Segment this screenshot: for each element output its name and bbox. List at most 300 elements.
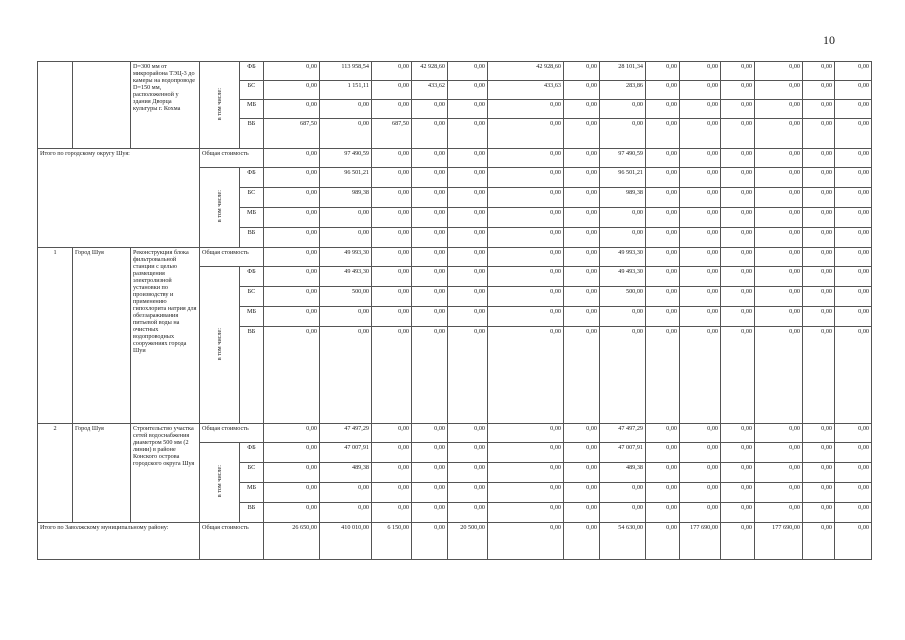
including-label: в том числе: xyxy=(200,62,240,149)
value-cell: 0,00 xyxy=(755,119,803,149)
page-number: 10 xyxy=(823,33,835,47)
total-cost-label: Общая стоимость xyxy=(200,149,264,168)
value-cell: 0,00 xyxy=(646,81,680,100)
value-cell: 0,00 xyxy=(264,208,320,228)
item-place: Город Шуя xyxy=(73,248,131,424)
value-cell: 0,00 xyxy=(755,287,803,307)
value-cell: 500,00 xyxy=(600,287,646,307)
value-cell: 500,00 xyxy=(320,287,372,307)
value-cell: 0,00 xyxy=(803,503,835,523)
value-cell: 0,00 xyxy=(412,443,448,463)
value-cell: 0,00 xyxy=(564,149,600,168)
value-cell: 0,00 xyxy=(803,100,835,119)
value-cell: 0,00 xyxy=(835,208,872,228)
value-cell: 0,00 xyxy=(564,287,600,307)
value-cell: 0,00 xyxy=(835,463,872,483)
value-cell: 0,00 xyxy=(803,463,835,483)
value-cell: 0,00 xyxy=(646,100,680,119)
value-cell: 0,00 xyxy=(320,327,372,424)
source-label: БС xyxy=(240,81,264,100)
value-cell: 0,00 xyxy=(755,503,803,523)
source-label: ВБ xyxy=(240,119,264,149)
value-cell: 989,38 xyxy=(320,188,372,208)
value-cell: 0,00 xyxy=(448,228,488,248)
value-cell: 0,00 xyxy=(488,443,564,463)
source-label: ФБ xyxy=(240,443,264,463)
value-cell: 0,00 xyxy=(372,149,412,168)
value-cell: 0,00 xyxy=(721,248,755,267)
value-cell: 0,00 xyxy=(803,307,835,327)
value-cell: 0,00 xyxy=(564,168,600,188)
value-cell: 0,00 xyxy=(372,248,412,267)
value-cell: 0,00 xyxy=(320,503,372,523)
value-cell: 489,38 xyxy=(320,463,372,483)
value-cell: 0,00 xyxy=(448,327,488,424)
value-cell: 0,00 xyxy=(755,267,803,287)
source-label: БС xyxy=(240,188,264,208)
value-cell: 0,00 xyxy=(448,287,488,307)
value-cell: 0,00 xyxy=(721,463,755,483)
value-cell: 0,00 xyxy=(564,307,600,327)
value-cell: 0,00 xyxy=(564,100,600,119)
source-label: ВБ xyxy=(240,228,264,248)
value-cell: 0,00 xyxy=(448,168,488,188)
value-cell: 0,00 xyxy=(646,463,680,483)
value-cell: 0,00 xyxy=(721,81,755,100)
value-cell: 0,00 xyxy=(448,463,488,483)
value-cell: 0,00 xyxy=(372,503,412,523)
value-cell: 0,00 xyxy=(755,188,803,208)
value-cell: 0,00 xyxy=(412,424,448,443)
value-cell: 0,00 xyxy=(680,100,721,119)
value-cell: 0,00 xyxy=(264,228,320,248)
value-cell: 0,00 xyxy=(803,188,835,208)
value-cell: 0,00 xyxy=(372,424,412,443)
including-label: в том числе: xyxy=(200,267,240,424)
value-cell: 0,00 xyxy=(372,168,412,188)
value-cell: 0,00 xyxy=(412,327,448,424)
value-cell: 177 690,00 xyxy=(755,523,803,560)
value-cell: 0,00 xyxy=(488,287,564,307)
value-cell: 0,00 xyxy=(412,149,448,168)
value-cell: 0,00 xyxy=(600,327,646,424)
source-label: БС xyxy=(240,463,264,483)
value-cell: 0,00 xyxy=(264,327,320,424)
value-cell: 0,00 xyxy=(372,483,412,503)
value-cell: 489,38 xyxy=(600,463,646,483)
value-cell: 0,00 xyxy=(320,307,372,327)
value-cell: 433,63 xyxy=(488,81,564,100)
value-cell: 0,00 xyxy=(803,119,835,149)
value-cell: 0,00 xyxy=(564,62,600,81)
value-cell: 0,00 xyxy=(600,307,646,327)
item-number: 1 xyxy=(38,248,73,424)
value-cell: 0,00 xyxy=(646,287,680,307)
value-cell: 0,00 xyxy=(600,483,646,503)
value-cell: 0,00 xyxy=(488,267,564,287)
value-cell: 0,00 xyxy=(564,119,600,149)
value-cell: 0,00 xyxy=(448,424,488,443)
value-cell: 0,00 xyxy=(646,307,680,327)
value-cell: 0,00 xyxy=(564,188,600,208)
value-cell: 0,00 xyxy=(646,523,680,560)
value-cell: 0,00 xyxy=(835,149,872,168)
value-cell: 0,00 xyxy=(680,483,721,503)
value-cell: 0,00 xyxy=(680,81,721,100)
value-cell: 0,00 xyxy=(448,443,488,463)
value-cell: 0,00 xyxy=(680,168,721,188)
value-cell: 0,00 xyxy=(835,168,872,188)
value-cell: 0,00 xyxy=(448,208,488,228)
value-cell: 0,00 xyxy=(488,307,564,327)
value-cell: 0,00 xyxy=(448,503,488,523)
value-cell: 96 501,21 xyxy=(600,168,646,188)
including-label: в том числе: xyxy=(200,168,240,248)
value-cell: 0,00 xyxy=(803,523,835,560)
value-cell: 0,00 xyxy=(264,149,320,168)
value-cell: 0,00 xyxy=(488,327,564,424)
value-cell: 0,00 xyxy=(646,483,680,503)
value-cell: 0,00 xyxy=(755,81,803,100)
value-cell: 0,00 xyxy=(835,503,872,523)
value-cell: 0,00 xyxy=(680,267,721,287)
value-cell: 0,00 xyxy=(646,503,680,523)
value-cell: 0,00 xyxy=(721,327,755,424)
value-cell: 0,00 xyxy=(564,267,600,287)
value-cell: 47 497,29 xyxy=(320,424,372,443)
value-cell: 0,00 xyxy=(755,228,803,248)
value-cell: 0,00 xyxy=(564,81,600,100)
value-cell: 0,00 xyxy=(412,287,448,307)
subtotal-title: Итого по Заволжскому муниципальному району: xyxy=(38,523,200,560)
value-cell: 0,00 xyxy=(600,503,646,523)
value-cell: 410 010,00 xyxy=(320,523,372,560)
value-cell: 0,00 xyxy=(488,188,564,208)
value-cell: 0,00 xyxy=(680,503,721,523)
value-cell: 0,00 xyxy=(721,483,755,503)
value-cell: 28 101,34 xyxy=(600,62,646,81)
value-cell: 0,00 xyxy=(412,463,448,483)
value-cell: 0,00 xyxy=(721,119,755,149)
value-cell: 0,00 xyxy=(755,168,803,188)
value-cell: 0,00 xyxy=(264,188,320,208)
value-cell: 47 497,29 xyxy=(600,424,646,443)
value-cell: 0,00 xyxy=(803,208,835,228)
value-cell: 0,00 xyxy=(264,81,320,100)
value-cell: 0,00 xyxy=(755,149,803,168)
value-cell: 0,00 xyxy=(448,307,488,327)
value-cell: 0,00 xyxy=(372,100,412,119)
value-cell: 0,00 xyxy=(412,208,448,228)
value-cell: 49 493,30 xyxy=(600,267,646,287)
value-cell: 42 928,60 xyxy=(488,62,564,81)
value-cell: 0,00 xyxy=(448,119,488,149)
value-cell: 0,00 xyxy=(646,443,680,463)
value-cell: 0,00 xyxy=(835,267,872,287)
value-cell: 0,00 xyxy=(646,149,680,168)
value-cell: 0,00 xyxy=(600,119,646,149)
value-cell: 0,00 xyxy=(488,149,564,168)
value-cell: 0,00 xyxy=(564,248,600,267)
value-cell: 0,00 xyxy=(488,228,564,248)
value-cell: 0,00 xyxy=(755,62,803,81)
value-cell: 49 993,30 xyxy=(600,248,646,267)
value-cell: 0,00 xyxy=(412,503,448,523)
value-cell: 0,00 xyxy=(680,188,721,208)
value-cell: 0,00 xyxy=(600,100,646,119)
value-cell: 0,00 xyxy=(412,483,448,503)
value-cell: 0,00 xyxy=(372,188,412,208)
value-cell: 0,00 xyxy=(835,62,872,81)
value-cell: 0,00 xyxy=(646,267,680,287)
value-cell: 0,00 xyxy=(488,119,564,149)
value-cell: 97 490,59 xyxy=(320,149,372,168)
value-cell: 0,00 xyxy=(755,208,803,228)
project-description: Строительство участка сетей водоснабжения диаметром 500 мм (2 линии) в районе Конского острова городского округа Шуя xyxy=(131,424,200,523)
value-cell: 0,00 xyxy=(412,188,448,208)
source-label: ФБ xyxy=(240,168,264,188)
value-cell: 0,00 xyxy=(264,287,320,307)
total-cost-label: Общая стоимость xyxy=(200,424,264,443)
value-cell: 0,00 xyxy=(448,267,488,287)
value-cell: 26 650,00 xyxy=(264,523,320,560)
value-cell: 96 501,21 xyxy=(320,168,372,188)
value-cell: 0,00 xyxy=(372,287,412,307)
value-cell: 0,00 xyxy=(755,483,803,503)
value-cell: 0,00 xyxy=(412,119,448,149)
table-row xyxy=(38,149,872,168)
value-cell: 0,00 xyxy=(755,100,803,119)
value-cell: 0,00 xyxy=(564,228,600,248)
value-cell: 989,38 xyxy=(600,188,646,208)
value-cell: 0,00 xyxy=(372,81,412,100)
value-cell: 0,00 xyxy=(412,168,448,188)
source-label: МБ xyxy=(240,100,264,119)
value-cell: 0,00 xyxy=(264,100,320,119)
project-description: Реконструкция блока фильтровальной станции с целью размещения электролизной установки по производству и применению гипохлорита натрия для обеззараживания питьевой воды на очистных водопроводных сооружениях города Шуи xyxy=(131,248,200,424)
value-cell: 0,00 xyxy=(835,100,872,119)
value-cell: 0,00 xyxy=(564,208,600,228)
value-cell: 20 500,00 xyxy=(448,523,488,560)
value-cell: 0,00 xyxy=(835,228,872,248)
value-cell: 0,00 xyxy=(448,100,488,119)
value-cell: 177 690,00 xyxy=(680,523,721,560)
value-cell: 0,00 xyxy=(320,208,372,228)
value-cell: 0,00 xyxy=(721,208,755,228)
value-cell: 0,00 xyxy=(680,62,721,81)
value-cell: 0,00 xyxy=(488,483,564,503)
value-cell: 687,50 xyxy=(264,119,320,149)
value-cell: 0,00 xyxy=(646,228,680,248)
value-cell: 0,00 xyxy=(680,149,721,168)
value-cell: 0,00 xyxy=(372,463,412,483)
value-cell: 0,00 xyxy=(264,424,320,443)
value-cell: 0,00 xyxy=(835,483,872,503)
value-cell: 0,00 xyxy=(680,307,721,327)
value-cell: 0,00 xyxy=(372,307,412,327)
total-cost-label: Общая стоимость xyxy=(200,523,264,560)
value-cell: 0,00 xyxy=(803,287,835,307)
value-cell: 0,00 xyxy=(803,327,835,424)
value-cell: 0,00 xyxy=(264,443,320,463)
value-cell: 42 928,60 xyxy=(412,62,448,81)
project-description: D=300 мм от микрорайона ТЭЦ-3 до камеры на водопроводе D=150 мм, расположенной у здания Дворца культуры г. Кохма xyxy=(131,62,200,149)
value-cell: 0,00 xyxy=(264,168,320,188)
value-cell: 0,00 xyxy=(448,62,488,81)
value-cell: 0,00 xyxy=(646,327,680,424)
value-cell: 0,00 xyxy=(755,463,803,483)
value-cell: 0,00 xyxy=(564,503,600,523)
value-cell: 0,00 xyxy=(680,327,721,424)
value-cell: 0,00 xyxy=(448,248,488,267)
value-cell: 0,00 xyxy=(646,188,680,208)
value-cell: 0,00 xyxy=(835,119,872,149)
value-cell: 0,00 xyxy=(803,248,835,267)
value-cell: 0,00 xyxy=(835,424,872,443)
value-cell: 54 630,00 xyxy=(600,523,646,560)
value-cell: 0,00 xyxy=(412,228,448,248)
value-cell: 0,00 xyxy=(835,287,872,307)
value-cell: 0,00 xyxy=(646,62,680,81)
table-row xyxy=(38,424,872,443)
value-cell: 0,00 xyxy=(448,81,488,100)
source-label: ВБ xyxy=(240,327,264,424)
value-cell: 0,00 xyxy=(600,208,646,228)
value-cell: 0,00 xyxy=(488,523,564,560)
value-cell: 0,00 xyxy=(721,168,755,188)
value-cell: 0,00 xyxy=(680,424,721,443)
value-cell: 0,00 xyxy=(264,503,320,523)
table-row xyxy=(38,523,872,560)
value-cell: 0,00 xyxy=(721,424,755,443)
source-label: МБ xyxy=(240,208,264,228)
value-cell: 0,00 xyxy=(803,424,835,443)
item-number: 2 xyxy=(38,424,73,523)
value-cell: 0,00 xyxy=(721,443,755,463)
value-cell: 0,00 xyxy=(264,248,320,267)
table-row xyxy=(38,248,872,267)
value-cell: 0,00 xyxy=(372,228,412,248)
value-cell: 0,00 xyxy=(448,149,488,168)
value-cell: 0,00 xyxy=(372,327,412,424)
value-cell: 0,00 xyxy=(564,463,600,483)
value-cell: 0,00 xyxy=(721,287,755,307)
value-cell: 0,00 xyxy=(264,267,320,287)
value-cell: 0,00 xyxy=(488,248,564,267)
value-cell: 0,00 xyxy=(600,228,646,248)
value-cell: 0,00 xyxy=(803,168,835,188)
total-cost-label: Общая стоимость xyxy=(200,248,264,267)
value-cell: 0,00 xyxy=(646,248,680,267)
value-cell: 0,00 xyxy=(755,424,803,443)
value-cell: 0,00 xyxy=(680,208,721,228)
value-cell: 0,00 xyxy=(721,228,755,248)
value-cell: 0,00 xyxy=(721,307,755,327)
value-cell: 113 958,54 xyxy=(320,62,372,81)
value-cell: 0,00 xyxy=(564,443,600,463)
value-cell: 0,00 xyxy=(372,443,412,463)
value-cell: 0,00 xyxy=(320,100,372,119)
value-cell: 0,00 xyxy=(264,463,320,483)
value-cell: 0,00 xyxy=(680,228,721,248)
value-cell: 0,00 xyxy=(448,483,488,503)
value-cell: 0,00 xyxy=(264,62,320,81)
value-cell: 0,00 xyxy=(755,248,803,267)
value-cell: 47 007,91 xyxy=(320,443,372,463)
value-cell: 283,86 xyxy=(600,81,646,100)
value-cell: 0,00 xyxy=(412,100,448,119)
value-cell: 0,00 xyxy=(721,188,755,208)
value-cell: 0,00 xyxy=(412,248,448,267)
value-cell: 0,00 xyxy=(564,424,600,443)
value-cell: 0,00 xyxy=(721,503,755,523)
value-cell: 0,00 xyxy=(412,267,448,287)
value-cell: 0,00 xyxy=(564,523,600,560)
source-label: ФБ xyxy=(240,267,264,287)
value-cell: 6 150,00 xyxy=(372,523,412,560)
value-cell: 0,00 xyxy=(721,267,755,287)
value-cell: 0,00 xyxy=(835,81,872,100)
value-cell: 0,00 xyxy=(721,523,755,560)
source-label: БС xyxy=(240,287,264,307)
value-cell: 0,00 xyxy=(835,307,872,327)
value-cell: 47 007,91 xyxy=(600,443,646,463)
value-cell: 0,00 xyxy=(680,463,721,483)
value-cell: 0,00 xyxy=(680,443,721,463)
value-cell: 687,50 xyxy=(372,119,412,149)
value-cell: 0,00 xyxy=(320,119,372,149)
value-cell: 1 151,11 xyxy=(320,81,372,100)
value-cell: 0,00 xyxy=(835,327,872,424)
value-cell: 0,00 xyxy=(680,248,721,267)
value-cell: 0,00 xyxy=(448,188,488,208)
value-cell: 0,00 xyxy=(835,443,872,463)
value-cell: 0,00 xyxy=(264,307,320,327)
value-cell: 0,00 xyxy=(372,62,412,81)
value-cell: 0,00 xyxy=(488,208,564,228)
value-cell: 0,00 xyxy=(755,327,803,424)
value-cell: 49 993,30 xyxy=(320,248,372,267)
value-cell: 49 493,30 xyxy=(320,267,372,287)
value-cell: 0,00 xyxy=(646,168,680,188)
value-cell: 0,00 xyxy=(564,327,600,424)
value-cell: 0,00 xyxy=(835,523,872,560)
value-cell: 0,00 xyxy=(488,100,564,119)
source-label: ВБ xyxy=(240,503,264,523)
value-cell: 0,00 xyxy=(488,503,564,523)
value-cell: 0,00 xyxy=(755,307,803,327)
value-cell: 0,00 xyxy=(835,188,872,208)
value-cell: 0,00 xyxy=(803,443,835,463)
value-cell: 0,00 xyxy=(564,483,600,503)
table-body xyxy=(38,62,872,560)
value-cell: 0,00 xyxy=(721,62,755,81)
value-cell: 0,00 xyxy=(320,483,372,503)
value-cell: 433,62 xyxy=(412,81,448,100)
value-cell: 0,00 xyxy=(412,307,448,327)
value-cell: 0,00 xyxy=(721,100,755,119)
value-cell: 0,00 xyxy=(372,208,412,228)
value-cell: 0,00 xyxy=(803,62,835,81)
value-cell: 0,00 xyxy=(755,443,803,463)
value-cell: 0,00 xyxy=(264,483,320,503)
value-cell: 0,00 xyxy=(488,463,564,483)
value-cell: 0,00 xyxy=(320,228,372,248)
source-label: МБ xyxy=(240,483,264,503)
value-cell: 0,00 xyxy=(646,424,680,443)
value-cell: 0,00 xyxy=(803,149,835,168)
value-cell: 0,00 xyxy=(680,119,721,149)
